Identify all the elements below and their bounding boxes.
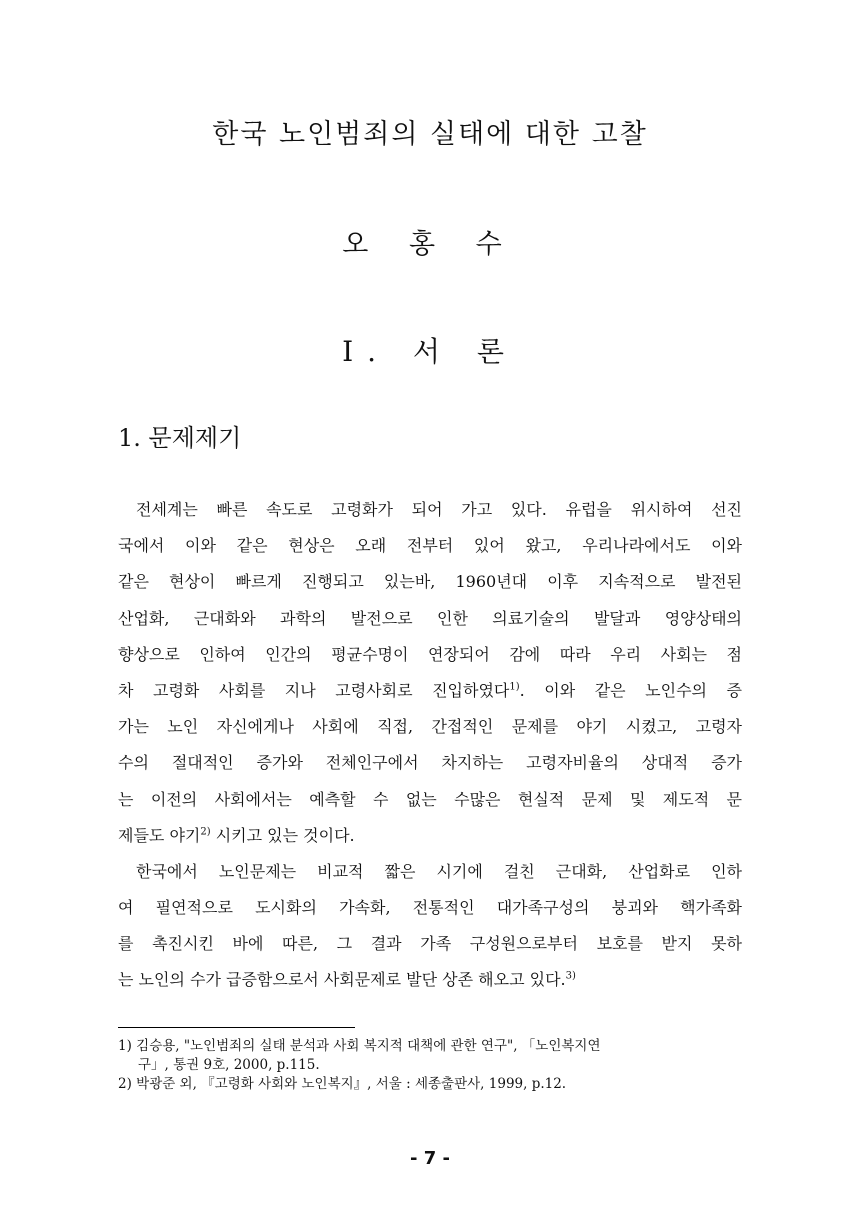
footnote-2 — [118, 1075, 748, 1094]
footnote-ref-3: 3) — [565, 971, 576, 983]
body-line — [118, 818, 742, 854]
body-line: 국에서 이와 같은 현상은 오래 전부터 있어 왔고, 우리나라에서도 이와 — [118, 536, 742, 556]
footnote-ref-1: 1) — [509, 681, 520, 693]
body-line — [118, 962, 742, 998]
page-number: - 7 - — [410, 1148, 450, 1169]
author-name: 오 홍 수 — [342, 229, 518, 260]
body-line: 산업화, 근대화와 과학의 발전으로 인한 의료기술의 발달과 영양상태의 — [118, 608, 742, 628]
body-line: 수의 절대적인 증가와 전체인구에서 차지하는 고령자비율의 상대적 증가 — [118, 753, 742, 773]
footnote-text: 구」, 통권 9호, 2000, p.115. — [138, 1057, 320, 1073]
footnote-ref-2: 2) — [200, 826, 211, 838]
body-text-span: 제들도 야기 — [118, 825, 201, 845]
footnote-divider — [118, 1027, 355, 1028]
body-text-span: 시키고 있는 것이다. — [210, 825, 355, 845]
body-text-span: 는 노인의 수가 급증함으로서 사회문제로 발단 상존 해오고 있다. — [118, 970, 566, 990]
paper-title: 한국 노인범죄의 실태에 대한 고찰 — [212, 119, 648, 150]
body-line: 는 이전의 사회에서는 예측할 수 없는 수많은 현실적 문제 및 제도적 문 — [118, 789, 742, 809]
body-line: 를 촉진시킨 바에 따른, 그 결과 가족 구성원으로부터 보호를 받지 못하 — [118, 934, 742, 954]
body-line: 가는 노인 자신에게나 사회에 직접, 간접적인 문제를 야기 시켰고, 고령자 — [118, 717, 742, 737]
body-line: 한국에서 노인문제는 비교적 짧은 시기에 걸친 근대화, 산업화로 인하 — [136, 861, 742, 881]
body-line: 여 필연적으로 도시화의 가속화, 전통적인 대가족구성의 붕괴와 핵가족화 — [118, 898, 742, 918]
body-line: 같은 현상이 빠르게 진행되고 있는바, 1960년대 이후 지속적으로 발전된 — [118, 572, 742, 592]
body-text-span: . 이와 같은 노인수의 증 — [519, 680, 742, 700]
footnote-1 — [118, 1037, 748, 1075]
footnote-text: 1) 김승용, "노인범죄의 실태 분석과 사회 복지적 대책에 관한 연구", 「노인복지연 — [118, 1038, 601, 1054]
body-line — [118, 673, 742, 709]
section-heading: 1. 문제제기 — [118, 424, 242, 452]
body-line: 전세계는 빠른 속도로 고령화가 되어 가고 있다. 유럽을 위시하여 선진 — [136, 500, 742, 519]
body-text — [118, 492, 742, 999]
chapter-heading: Ⅰ. 서 론 — [342, 335, 518, 368]
footnote-text: 2) 박광준 외, 『고령화 사회와 노인복지』, 서울 : 세종출판사, 1999, p.12. — [118, 1076, 567, 1092]
footnotes — [118, 1037, 748, 1094]
body-text-span: 차 고령화 사회를 지나 고령사회로 진입하였다 — [118, 680, 510, 700]
body-line: 향상으로 인하여 인간의 평균수명이 연장되어 감에 따라 우리 사회는 점 — [118, 644, 742, 664]
